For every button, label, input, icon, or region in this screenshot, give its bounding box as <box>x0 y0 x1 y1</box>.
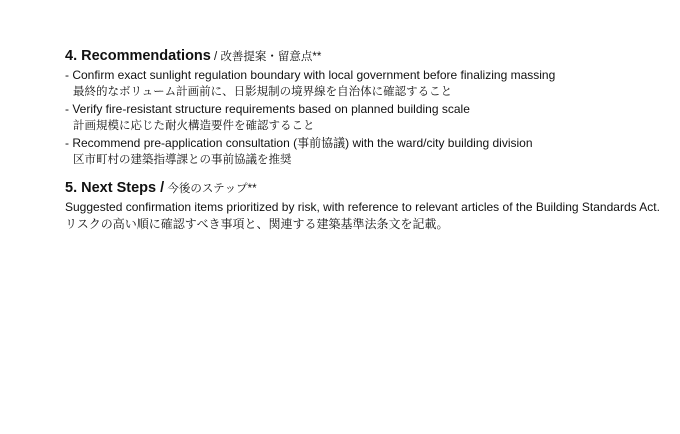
section-spacer <box>65 169 665 178</box>
section-4-heading-sep: / <box>210 51 221 63</box>
document-body <box>65 46 665 233</box>
recommendation-text-en: - Verify fire-resistant structure requirements based on planned building scale <box>65 102 470 116</box>
recommendation-item <box>65 67 665 101</box>
next-steps-text-en: Suggested confirmation items prioritized by risk, with reference to relevant articles of the Building Standards Act. <box>65 200 660 214</box>
recommendation-item <box>65 101 665 135</box>
section-4-heading <box>65 46 665 67</box>
section-5-heading-en: 5. Next Steps / <box>65 180 165 196</box>
section-4-heading-jp: 改善提案・留意点** <box>220 51 322 63</box>
recommendation-text-en: - Recommend pre-application consultation (事前協議) with the ward/city building division <box>65 136 533 150</box>
recommendation-item <box>65 135 665 169</box>
recommendations-list <box>65 67 665 169</box>
recommendation-text-jp: 区市町村の建築指導課との事前協議を推奨 <box>73 154 292 166</box>
recommendation-text-jp: 計画規模に応じた耐火構造要件を確認すること <box>73 120 315 132</box>
section-5-heading-jp: 今後のステップ** <box>164 183 257 195</box>
recommendation-text-en: - Confirm exact sunlight regulation boundary with local government before finalizing massing <box>65 68 556 82</box>
section-5-heading <box>65 178 665 199</box>
recommendation-text-jp: 最終的なボリューム計画前に、日影規制の境界線を自治体に確認すること <box>73 86 453 98</box>
next-steps-text-jp: リスクの高い順に確認すべき事項と、関連する建築基準法条文を記載。 <box>65 217 449 231</box>
section-4-heading-en: 4. Recommendations <box>65 48 211 64</box>
